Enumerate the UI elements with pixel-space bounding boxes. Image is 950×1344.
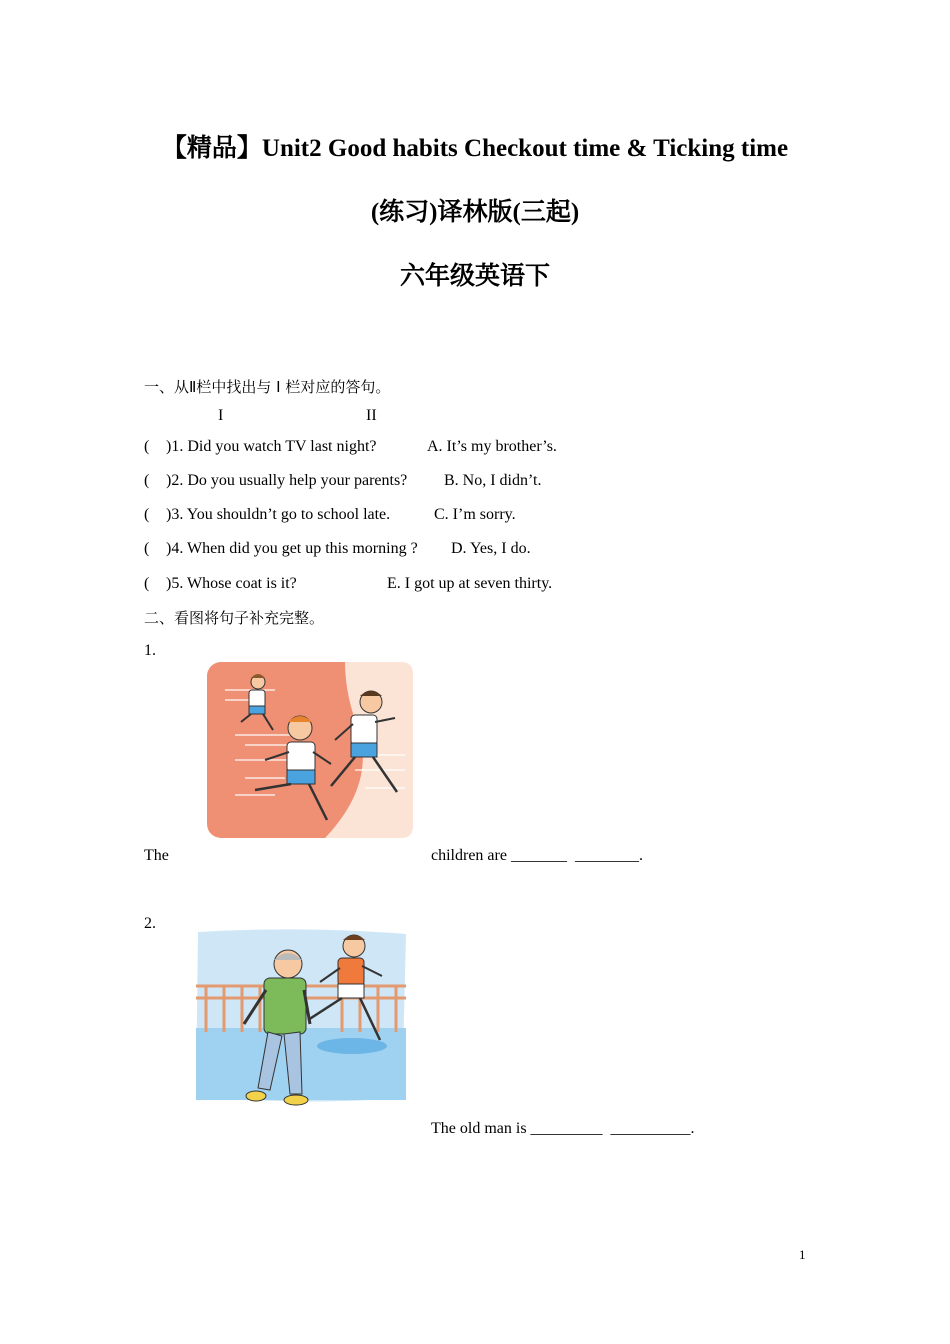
section1-heading: 一、从Ⅱ栏中找出与 I 栏对应的答句。: [144, 378, 391, 396]
section2-heading: 二、看图将句子补充完整。: [144, 609, 325, 627]
running-children-illustration: [205, 660, 415, 840]
item-1-answer: A. It’s my brother’s.: [427, 438, 557, 455]
q1-sentence: children are _______ ________.: [431, 847, 643, 864]
item-3-paren[interactable]: (: [144, 506, 150, 523]
q1-number: 1.: [144, 642, 156, 659]
q2-number: 2.: [144, 915, 156, 932]
q1-lead: The: [144, 847, 169, 864]
title-line-2: (练习)译林版(三起): [370, 199, 580, 226]
item-2-answer: B. No, I didn’t.: [444, 472, 542, 489]
title-line-1: 【精品】Unit2 Good habits Checkout time & Ticking time: [161, 135, 789, 162]
item-4-paren[interactable]: (: [144, 540, 150, 557]
item-5-question: )5. Whose coat is it?: [166, 575, 297, 592]
item-4-question: )4. When did you get up this morning ?: [166, 540, 418, 557]
old-man-and-boy-illustration: [192, 928, 412, 1110]
item-5-paren[interactable]: (: [144, 575, 150, 592]
item-4-answer: D. Yes, I do.: [451, 540, 531, 557]
item-3-answer: C. I’m sorry.: [434, 506, 516, 523]
item-1-paren[interactable]: (: [144, 438, 150, 455]
page-number: 1: [799, 1247, 806, 1262]
column-label-i: I: [218, 407, 224, 424]
item-2-paren[interactable]: (: [144, 472, 150, 489]
column-label-ii: II: [366, 407, 377, 424]
item-2-question: )2. Do you usually help your parents?: [166, 472, 408, 489]
q2-sentence: The old man is _________ __________.: [431, 1120, 695, 1137]
item-3-question: )3. You shouldn’t go to school late.: [166, 506, 391, 523]
item-1-question: )1. Did you watch TV last night?: [166, 438, 377, 455]
title-line-3: 六年级英语下: [399, 263, 550, 290]
item-5-answer: E. I got up at seven thirty.: [387, 575, 553, 592]
